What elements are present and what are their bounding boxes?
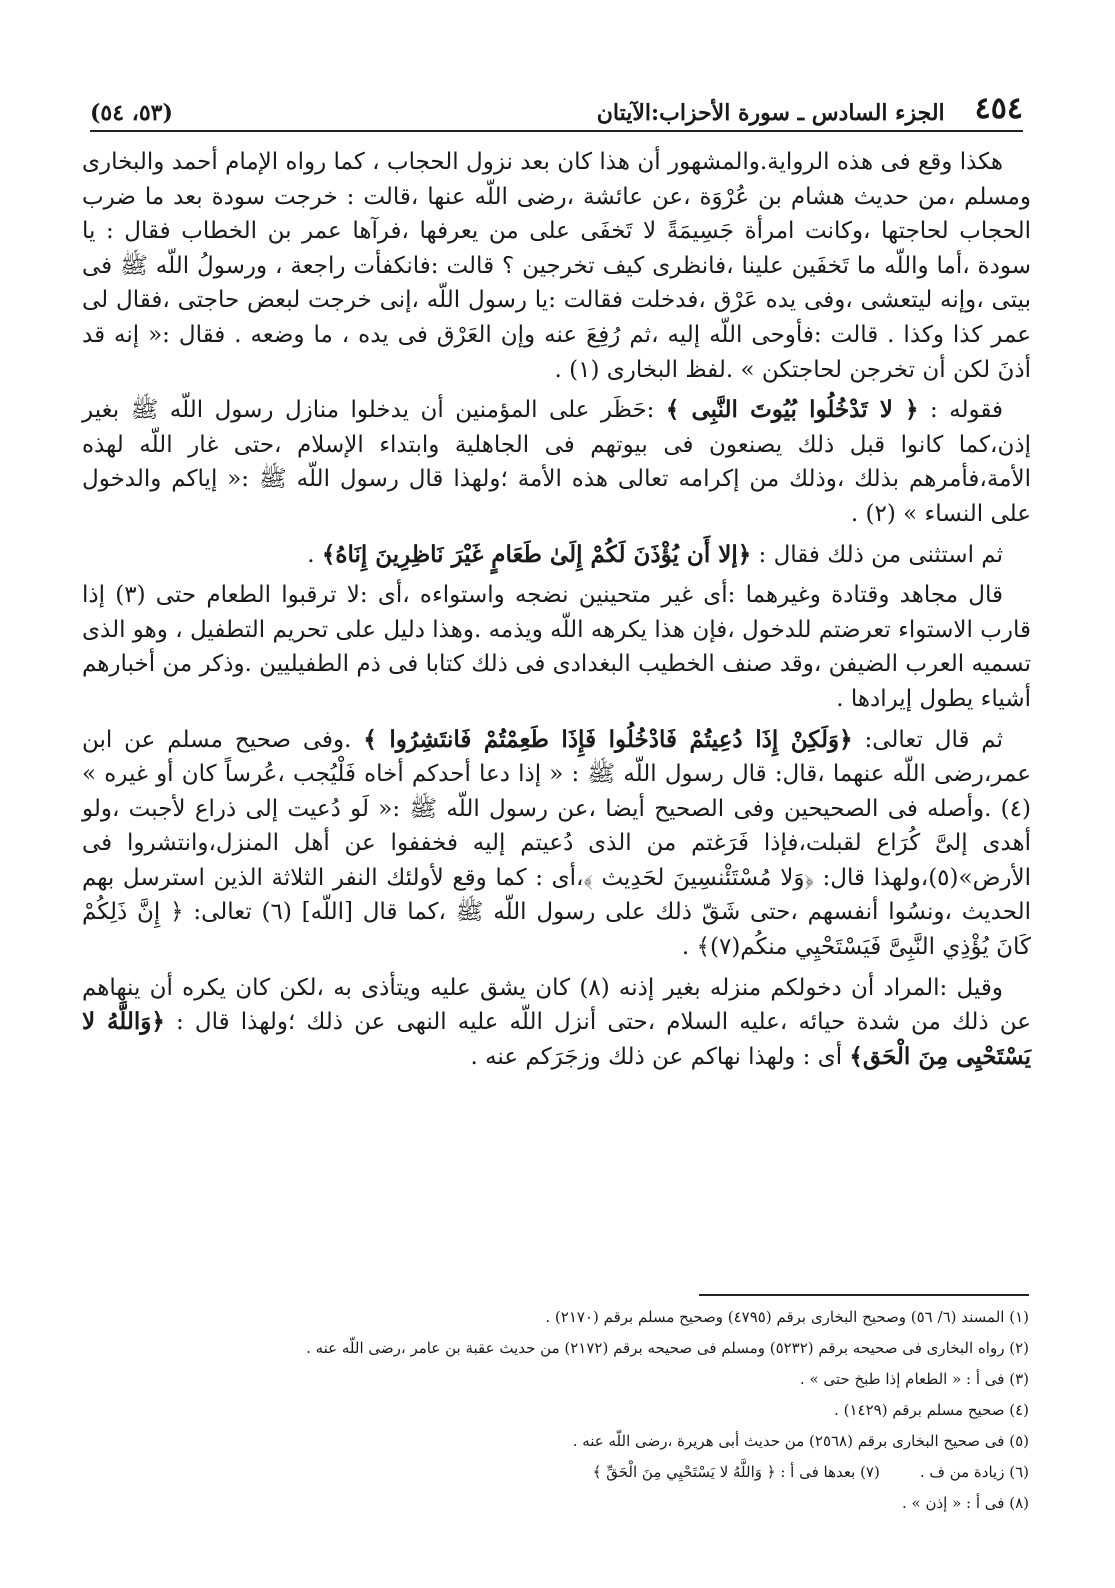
- footnote: (٥) فى صحيح البخارى برقم (٢٥٦٨) من حديث أبى هريرة ،رضى اللّه عنه .: [572, 1432, 1029, 1450]
- footnotes: [90, 1302, 1029, 1519]
- quran-quote: ﴿إلا أَن يُؤْذَنَ لَكُمْ إِلَىٰ طَعَامٍ غَيْرَ نَاظِرِينَ إِنَاهُ﴾: [321, 540, 752, 568]
- footnote-divider: [699, 1294, 1029, 1296]
- main-text: [82, 145, 1031, 1080]
- paragraph: [82, 538, 1031, 573]
- footnote: (٦) زيادة من ف .: [919, 1463, 1029, 1481]
- paragraph-suffix: أى : ولهذا نهاكم عن ذلك وزجَرَكم عنه .: [470, 1043, 843, 1070]
- paragraph-text: هكذا وقع فى هذه الرواية.والمشهور أن هذا كان بعد نزول الحجاب ، كما رواه الإمام أحمد والبخارى ومسلم ،من حديث هشام بن عُرْوَة ،عن عائشة ،رضى اللّه عنها ،قالت : خرجت سودة بعد ما ضرب الحجاب لحاجتها ،وكانت امرأة جَسِيمَةً لا تَخفَى على من يعرفها ،فرآها عمر بن الخطاب فقال : يا سودة ،أما واللّه ما تَخفَين علينا ،فانظرى كيف تخرجين ؟ قالت :فانكفأت راجعة ، ورسولُ اللّه ﷺ فى بيتى ،وإنه ليتعشى ،وفى يده عَرْق ،فدخلت فقالت :يا رسول اللّه ،إنى خرجت لبعض حاجتى ،فقال لى عمر كذا وكذا . قالت :فأوحى اللّه إليه ،ثم رُفِعَ عنه وإن العَرْق فى يده ، ما وضعه . فقال :« إنه قد أذنَ لكن أن تخرجن لحاجتكن » .لفظ البخارى (١) .: [82, 149, 1031, 383]
- paragraph-prefix: ثم استثنى من ذلك فقال :: [758, 541, 1003, 568]
- paragraph-text: :حَظَر على المؤمنين أن يدخلوا منازل رسول اللّه ﷺ بغير إذن،كما كانوا قبل ذلك يصنعون فى بيوتهم فى الجاهلية وابتداء الإسلام ،حتى غار اللّه لهذه الأمة،فأمرهم بذلك ،وذلك من إكرامه تعالى هذه الأمة ؛ولهذا قال رسول اللّه ﷺ :« إياكم والدخول على النساء » (٢) .: [82, 397, 1031, 527]
- footnote: (٢) رواه البخارى فى صحيحه برقم (٥٢٣٢) ومسلم فى صحيحه برقم (٢١٧٢) من حديث عقبة بن عامر ،رضى اللّه عنه .: [306, 1339, 1029, 1357]
- paragraph: [82, 578, 1031, 716]
- paragraph-text: .وفى صحيح مسلم عن ابن عمر،رضى اللّه عنهما ،قال: قال رسول اللّه ﷺ : « إذا دعا أحدكم أخاه فَلْيُجب ،عُرساً كان أو غيره » (٤) .وأصله فى الصحيحين وفى الصحيح أيضا ،عن رسول اللّه ﷺ :« لَو دُعيت إلى ذراع لأجبت ،ولو أهدى إلىَّ كُرَاع لقبلت،فإذا فَرَغتم من الذى دُعيتم إليه فخففوا عن أهل المنزل،وانتشروا فى الأرض»(٥)،ولهذا قال: ﴿وَلا مُسْتَئْنسِينَ لحَدِيث ﴾،أى : كما وقع لأولئك النفر الثلاثة الذين استرسل بهم الحديث ،ونسُوا أنفسهم ،حتى شَقّ ذلك على رسول اللّه ﷺ ،كما قال [اللّه] (٦) تعالى: ﴿ إِنَّ ذَلِكُمْ كَانَ يُؤْذِي النَّبِىَّ فَيَسْتَحْيِي منكُم(٧)﴾ .: [82, 726, 1031, 961]
- running-header: [90, 86, 1023, 132]
- quran-quote: ﴿وَلَكِنْ إِذَا دُعِيتُمْ فَادْخُلُوا فَإِذَا طَعِمْتُمْ فَانتَشِرُوا ﴾: [363, 725, 853, 753]
- footnote: (٨) فى أ : « إذن » .: [901, 1494, 1029, 1512]
- paragraph-text: قال مجاهد وقتادة وغيرهما :أى غير متحينين نضجه واستواءه ،أى :لا ترقبوا الطعام حتى (٣) إذا قارب الاستواء تعرضتم للدخول ،فإن هذا يكرهه اللّه ويذمه .وهذا دليل على تحريم التطفيل ، وهو الذى تسميه العرب الضيفن ،وقد صنف الخطيب البغدادى فى ذلك كتابا فى ذم الطفيليين .وذكر من أخبارهم أشياء يطول إيرادها .: [82, 582, 1031, 712]
- page-number: ٤٥٤: [974, 91, 1023, 126]
- footnote: (١) المسند (٦/ ٥٦) وصحيح البخارى برقم (٤٧٩٥) وصحيح مسلم برقم (٢١٧٠) .: [545, 1308, 1029, 1326]
- paragraph: [82, 971, 1031, 1075]
- footnote-pair: [90, 1457, 1029, 1488]
- paragraph-prefix: فقوله :: [929, 397, 1003, 424]
- verse-range: (٥٣، ٥٤): [90, 100, 173, 126]
- running-title: الجزء السادس ـ سورة الأحزاب:الآيتان: [596, 100, 945, 126]
- paragraph: [82, 723, 1031, 965]
- footnote: (٤) صحيح مسلم برقم (١٤٢٩) .: [834, 1401, 1029, 1419]
- paragraph-prefix: ثم قال تعالى:: [864, 726, 1004, 753]
- paragraph: [82, 393, 1031, 531]
- footnote: (٣) فى أ : « الطعام إذا طبخ حتى » .: [799, 1370, 1029, 1388]
- quran-quote: ﴿وَاللَّهُ لا يَسْتَحْيِى مِنَ الْحَق﴾: [82, 1008, 1031, 1070]
- quran-quote: ﴿ لا تَدْخُلُوا بُيُوتَ النَّبِى ﴾: [665, 396, 919, 424]
- paragraph-text: وقيل :المراد أن دخولكم منزله بغير إذنه (٨) كان يشق عليه ويتأذى به ،لكن كان يكره أن ينهاهم عن ذلك من شدة حيائه ،عليه السلام ،حتى أنزل اللّه عليه النهى عن ذلك ؛ولهذا قال :: [82, 974, 1031, 1036]
- footnote: (٧) بعدها فى أ : ﴿ وَاللَّهُ لا يَسْتَحْيِي مِنَ الْحَقِّ ﴾: [592, 1463, 880, 1481]
- paragraph: [82, 145, 1031, 387]
- paragraph-text: .: [307, 541, 315, 568]
